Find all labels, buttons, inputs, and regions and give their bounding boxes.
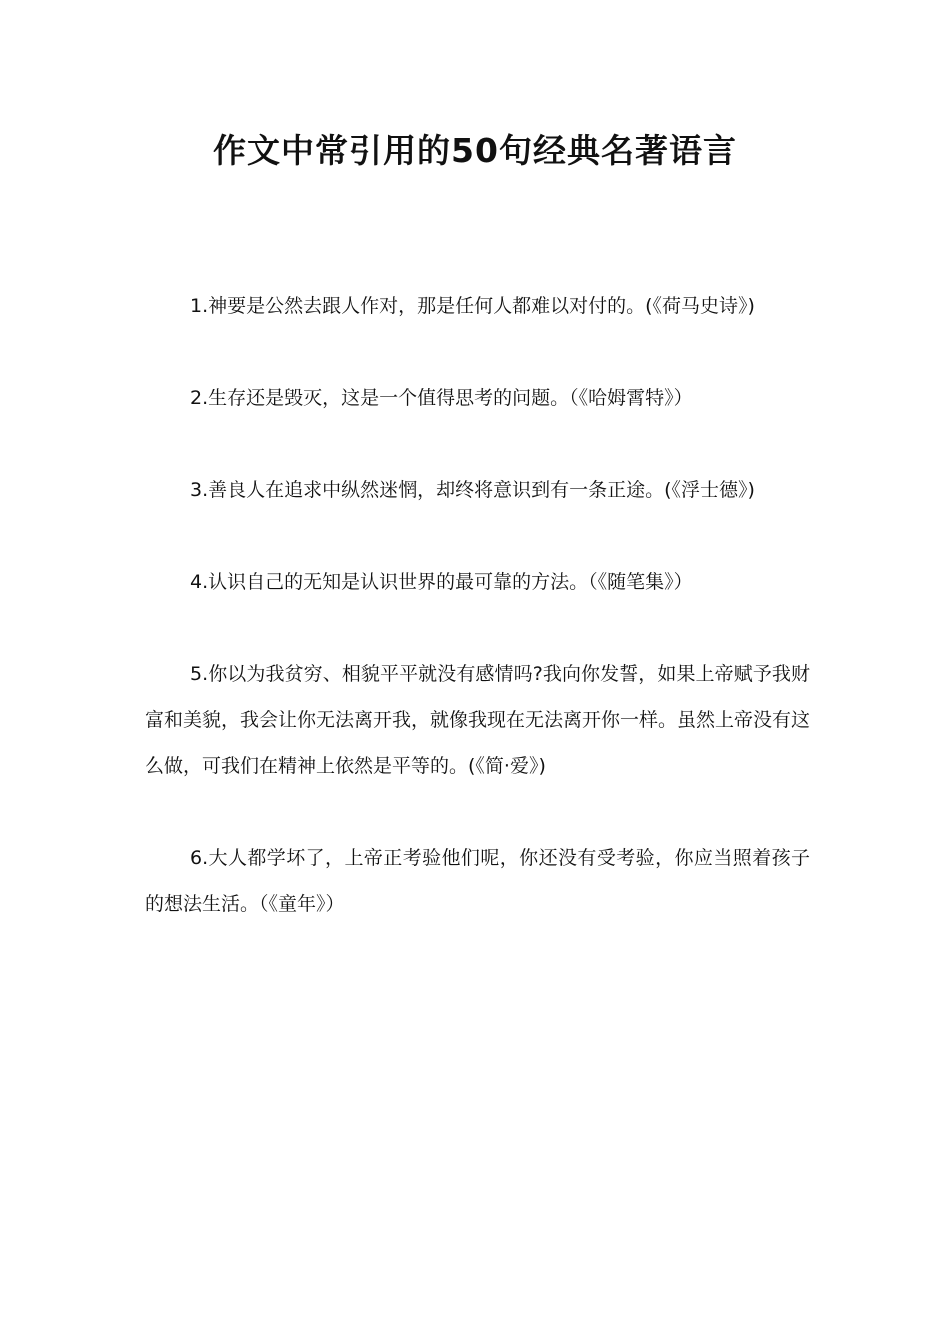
quote-6: 6.大人都学坏了，上帝正考验他们呢，你还没有受考验，你应当照着孩子的想法生活。（《童年》） — [145, 847, 810, 915]
document-title: 作文中常引用的50句经典名著语言 — [213, 131, 737, 170]
quote-4: 4.认识自己的无知是认识世界的最可靠的方法。（《随笔集》） — [190, 571, 693, 593]
quote-3: 3.善良人在追求中纵然迷惘，却终将意识到有一条正途。(《浮士德》) — [190, 479, 755, 501]
quote-1: 1.神要是公然去跟人作对，那是任何人都难以对付的。(《荷马史诗》) — [190, 295, 755, 317]
quote-5: 5.你以为我贫穷、相貌平平就没有感情吗?我向你发誓，如果上帝赋予我财富和美貌，我会让你无法离开我，就像我现在无法离开你一样。虽然上帝没有这么做，可我们在精神上依然是平等的。(《简·爱》) — [145, 663, 811, 777]
quote-2: 2.生存还是毁灭，这是一个值得思考的问题。（《哈姆霄特》） — [190, 387, 693, 409]
quote-list — [145, 283, 810, 927]
